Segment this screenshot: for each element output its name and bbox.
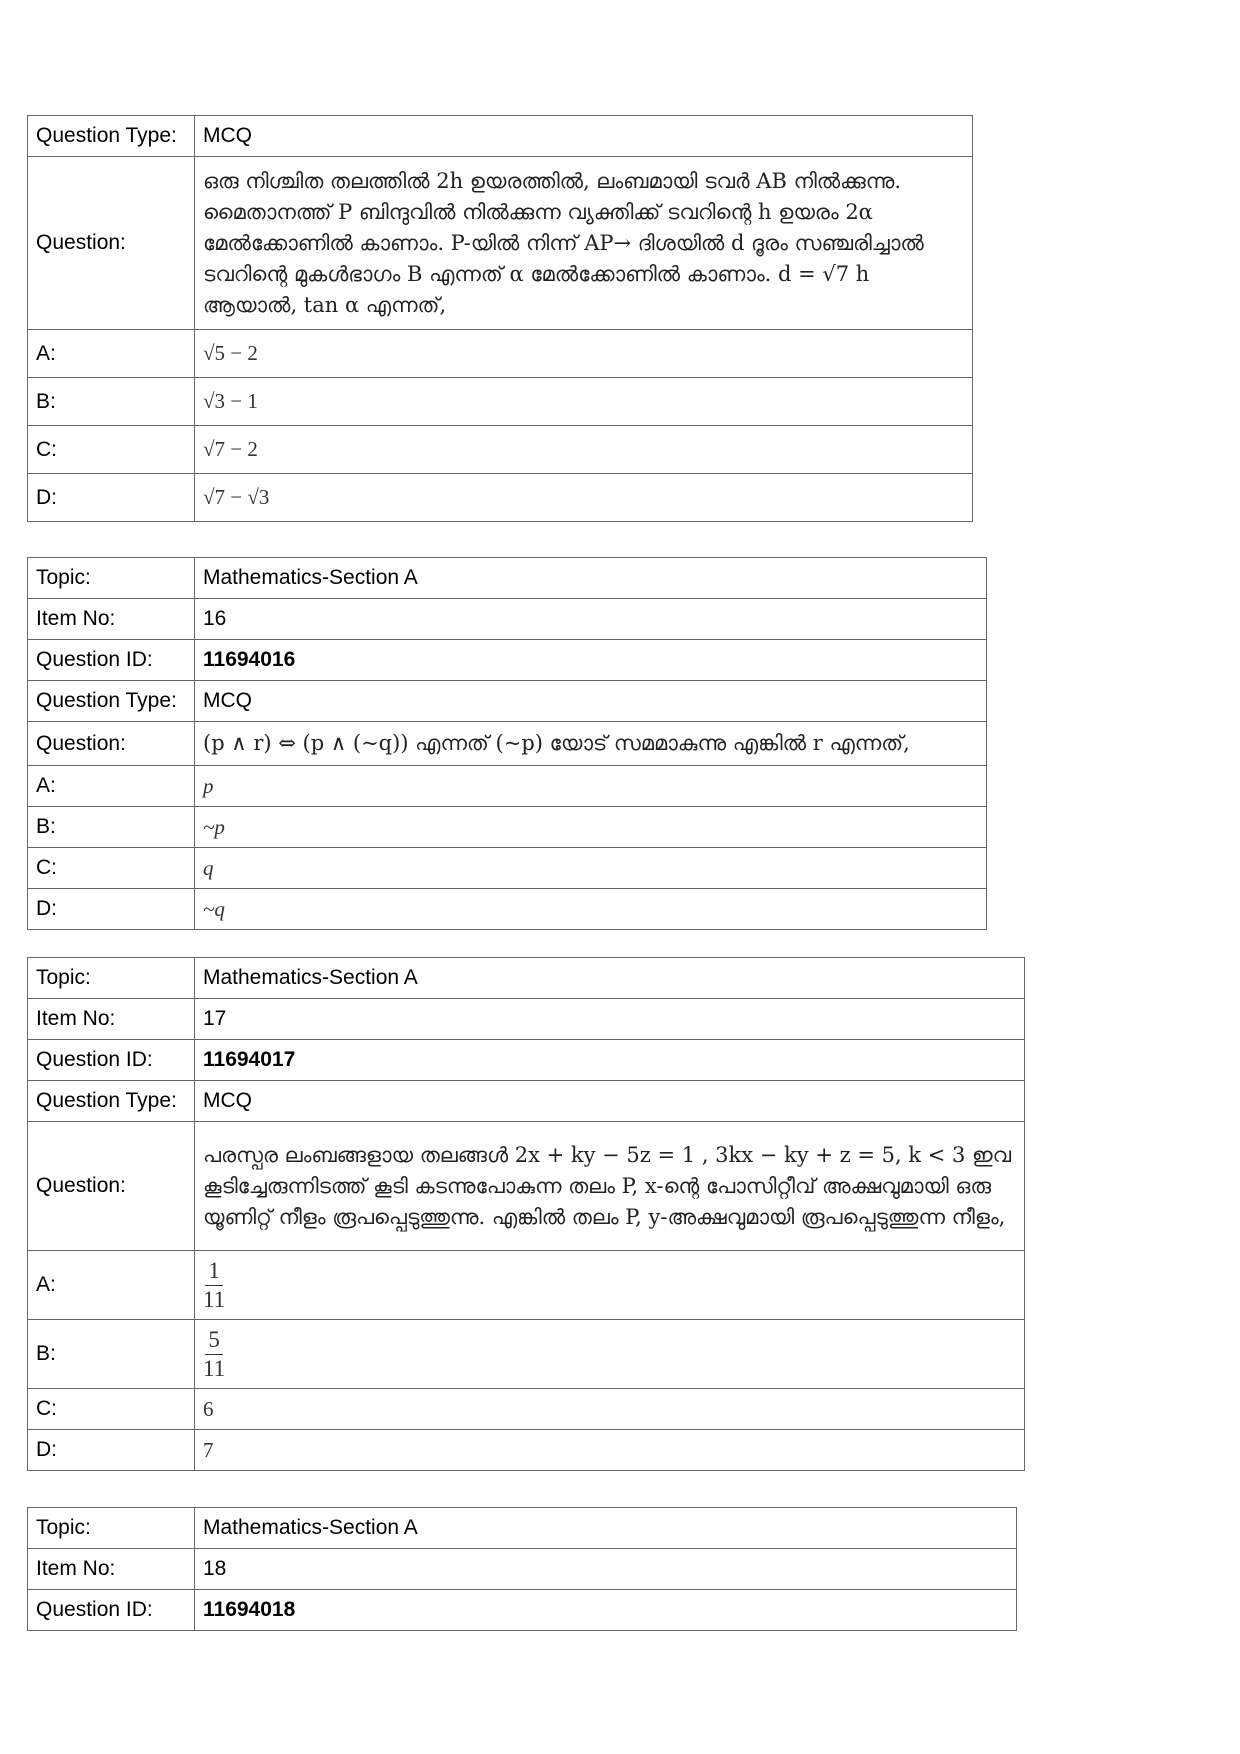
fraction-five-elevenths [203, 1326, 225, 1383]
topic-label: Topic: [28, 558, 195, 599]
question-17-table [27, 957, 1025, 1471]
option-d-label: D: [28, 474, 195, 522]
topic-value: Mathematics-Section A [195, 1508, 1017, 1549]
topic-row [28, 958, 1025, 999]
question-id-label: Question ID: [28, 1040, 195, 1081]
option-c-label: C: [28, 848, 195, 889]
question-text: പരസ്പര ലംബങ്ങളായ തലങ്ങൾ 2x + ky − 5z = 1 , 3kx − ky + z = 5, k < 3 ഇവ കൂടിച്ചേരുന്നിടത്ത് കൂടി കടന്നുപോകുന്ന തലം P, x-ന്റെ പോസിറ്റീവ് അക്ഷവുമായി ഒരു യൂണിറ്റ് നീളം രൂപപ്പെടുത്തുന്നു. എങ്കിൽ തലം P, y-അക്ഷവുമായി രൂപപ്പെടുത്തുന്ന നീളം, [195, 1122, 1025, 1251]
option-a-row [28, 1251, 1025, 1320]
question-label: Question: [28, 1122, 195, 1251]
option-a-value [195, 1251, 1025, 1320]
option-d-value: √7 − √3 [195, 474, 973, 522]
option-a-row [28, 330, 973, 378]
option-b-row [28, 807, 987, 848]
question-label: Question: [28, 722, 195, 766]
option-c-row [28, 848, 987, 889]
fraction-numerator: 1 [205, 1257, 223, 1286]
question-type-value: MCQ [195, 1081, 1025, 1122]
option-b-label: B: [28, 378, 195, 426]
option-c-row [28, 1389, 1025, 1430]
question-type-value: MCQ [195, 116, 973, 157]
option-b-label: B: [28, 1320, 195, 1389]
option-c-value: q [195, 848, 987, 889]
question-15-table [27, 115, 973, 522]
question-row [28, 722, 987, 766]
topic-row [28, 558, 987, 599]
item-no-row [28, 999, 1025, 1040]
option-d-row [28, 889, 987, 930]
option-b-value: √3 − 1 [195, 378, 973, 426]
question-text: ഒരു നിശ്ചിത തലത്തിൽ 2h ഉയരത്തിൽ, ലംബമായി ടവർ AB നിൽക്കുന്നു. മൈതാനത്ത് P ബിന്ദുവിൽ നിൽക്കുന്ന വ്യക്തിക്ക് ടവറിന്റെ h ഉയരം 2α മേൽക്കോണിൽ കാണാം. P-യിൽ നിന്ന് AP→ ദിശയിൽ d ദൂരം സഞ്ചരിച്ചാൽ ടവറിന്റെ മുകൾഭാഗം B എന്നത് α മേൽക്കോണിൽ കാണാം. d = √7 h ആയാൽ, tan α എന്നത്, [195, 157, 973, 330]
option-b-label: B: [28, 807, 195, 848]
item-no-value: 17 [195, 999, 1025, 1040]
question-id-value: 11694017 [195, 1040, 1025, 1081]
item-no-row [28, 1549, 1017, 1590]
option-a-label: A: [28, 1251, 195, 1320]
option-c-label: C: [28, 1389, 195, 1430]
item-no-value: 16 [195, 599, 987, 640]
option-a-value: p [195, 766, 987, 807]
option-d-label: D: [28, 1430, 195, 1471]
question-type-row [28, 1081, 1025, 1122]
option-d-value: 7 [195, 1430, 1025, 1471]
question-id-value: 11694016 [195, 640, 987, 681]
item-no-label: Item No: [28, 1549, 195, 1590]
option-a-label: A: [28, 766, 195, 807]
option-b-row [28, 378, 973, 426]
question-16-table [27, 557, 987, 930]
item-no-row [28, 599, 987, 640]
option-a-value: √5 − 2 [195, 330, 973, 378]
question-type-row [28, 116, 973, 157]
question-type-label: Question Type: [28, 1081, 195, 1122]
question-label: Question: [28, 157, 195, 330]
question-type-label: Question Type: [28, 116, 195, 157]
option-d-value: ~q [195, 889, 987, 930]
question-id-row [28, 640, 987, 681]
fraction-numerator: 5 [205, 1326, 223, 1355]
option-c-value: √7 − 2 [195, 426, 973, 474]
fraction-one-eleventh [203, 1257, 225, 1314]
item-no-label: Item No: [28, 599, 195, 640]
topic-label: Topic: [28, 958, 195, 999]
question-id-row [28, 1590, 1017, 1631]
question-id-row [28, 1040, 1025, 1081]
topic-label: Topic: [28, 1508, 195, 1549]
question-id-value: 11694018 [195, 1590, 1017, 1631]
question-type-row [28, 681, 987, 722]
question-row [28, 157, 973, 330]
topic-value: Mathematics-Section A [195, 958, 1025, 999]
option-a-row [28, 766, 987, 807]
question-id-label: Question ID: [28, 640, 195, 681]
option-b-value [195, 1320, 1025, 1389]
option-c-value: 6 [195, 1389, 1025, 1430]
question-type-label: Question Type: [28, 681, 195, 722]
option-d-row [28, 474, 973, 522]
question-id-label: Question ID: [28, 1590, 195, 1631]
option-b-value: ~p [195, 807, 987, 848]
option-a-label: A: [28, 330, 195, 378]
option-d-label: D: [28, 889, 195, 930]
topic-row [28, 1508, 1017, 1549]
option-c-row [28, 426, 973, 474]
question-18-table [27, 1507, 1017, 1631]
fraction-denominator: 11 [203, 1286, 226, 1312]
topic-value: Mathematics-Section A [195, 558, 987, 599]
question-row [28, 1122, 1025, 1251]
question-text: (p ∧ r) ⇔ (p ∧ (~q)) എന്നത് (~p) യോട് സമമാകുന്നു എങ്കിൽ r എന്നത്, [195, 722, 987, 766]
fraction-denominator: 11 [203, 1355, 226, 1381]
option-c-label: C: [28, 426, 195, 474]
option-d-row [28, 1430, 1025, 1471]
question-type-value: MCQ [195, 681, 987, 722]
item-no-value: 18 [195, 1549, 1017, 1590]
item-no-label: Item No: [28, 999, 195, 1040]
option-b-row [28, 1320, 1025, 1389]
